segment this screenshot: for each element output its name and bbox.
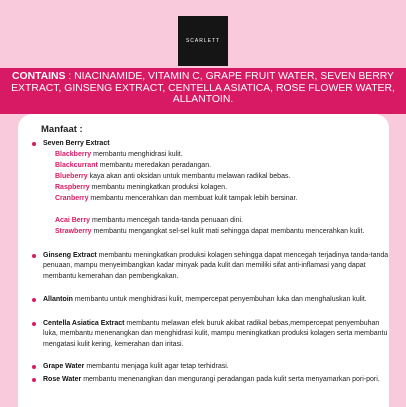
benefit-name: Ginseng Extract bbox=[43, 252, 97, 259]
berry-text: membantu mencerahkan dan membuat kulit tampak lebih bersinar. bbox=[88, 195, 298, 202]
berry-item bbox=[55, 194, 390, 204]
berry-text: kaya akan anti oksidan untuk membantu melawan radikal bebas. bbox=[87, 173, 291, 180]
benefit-text: membantu menjaga kulit agar tetap terhidrasi. bbox=[84, 363, 229, 370]
benefit-name: Rose Water bbox=[43, 376, 82, 383]
benefits-title: Manfaat : bbox=[41, 124, 83, 135]
berry-name: Raspberry bbox=[55, 184, 90, 191]
bullet-dot-icon bbox=[32, 254, 36, 258]
benefit-item-ginseng bbox=[43, 251, 393, 282]
benefit-name: Allantoin bbox=[43, 296, 73, 303]
brand-logo-text: SCARLETT bbox=[185, 38, 221, 44]
contains-text: : NIACINAMIDE, VITAMIN C, GRAPE FRUIT WATER, SEVEN BERRY EXTRACT, GINSENG EXTRACT, CENTELLA ASIATICA, ROSE FLOWER WATER, ALLANTOIN. bbox=[11, 71, 395, 106]
benefit-item-grape-water bbox=[43, 362, 393, 372]
benefit-item-centella bbox=[43, 319, 393, 350]
berry-text: membantu mengangkat sel-sel kulit mati sehingga dapat membantu mencerahkan kulit. bbox=[91, 228, 365, 235]
benefit-name: Seven Berry Extract bbox=[43, 140, 110, 147]
brand-logo bbox=[178, 16, 228, 66]
bullet-dot-icon bbox=[32, 322, 36, 326]
bullet-dot-icon bbox=[32, 378, 36, 382]
benefit-text: membantu melawan efek buruk akibat radikal bebas,mempercepat penyembuhan luka, membantu menenangkan dan menghidrasi kulit, mampu meningkatkan produksi kolagen serta membantu mengatasi kulit kering, kemerahan dan iritasi. bbox=[43, 320, 388, 348]
benefit-name: Grape Water bbox=[43, 363, 85, 370]
berry-text: membantu menghidrasi kulit. bbox=[91, 151, 183, 158]
berry-text: membantu meredakan peradangan. bbox=[97, 162, 212, 169]
contains-banner bbox=[0, 68, 406, 114]
bullet-dot-icon bbox=[32, 365, 36, 369]
berry-item bbox=[55, 161, 390, 171]
berry-text: membantu mencegah tanda-tanda penuaan dini. bbox=[90, 217, 243, 224]
benefit-text: membantu meningkatkan produksi kolagen sehingga dapat mencegah terjadinya tanda-tanda penuaan, mampu menyeimbangkan kadar minyak pada kulit dan memiliki sifat anti-inflamasi yang dapat membantu kemerahan dan pembengkakan. bbox=[43, 252, 389, 280]
benefit-item-allantoin bbox=[43, 295, 393, 305]
berry-item bbox=[55, 216, 390, 226]
berry-name: Strawberry bbox=[55, 228, 92, 235]
berry-item bbox=[55, 183, 390, 193]
benefit-text: membantu menenangkan dan mengurangi peradangan pada kulit serta menyamarkan pori-pori. bbox=[81, 376, 380, 383]
berry-name: Cranberry bbox=[55, 195, 89, 202]
berry-name: Blackcurrant bbox=[55, 162, 98, 169]
contains-label: CONTAINS bbox=[11, 71, 66, 82]
berry-text: membantu meningkatkan produksi kolagen. bbox=[89, 184, 227, 191]
berry-name: Acai Berry bbox=[55, 217, 91, 224]
benefit-name: Centella Asiatica Extract bbox=[43, 320, 125, 327]
benefit-item-rose-water bbox=[43, 375, 393, 385]
bullet-dot-icon bbox=[32, 298, 36, 302]
berry-name: Blueberry bbox=[55, 173, 88, 180]
berry-item bbox=[55, 150, 390, 160]
bullet-dot-icon bbox=[32, 142, 36, 146]
benefit-text: membantu untuk menghidrasi kulit, mempercepat penyembuhan luka dan menghaluskan kulit. bbox=[72, 296, 367, 303]
berry-item bbox=[55, 172, 390, 182]
berry-item bbox=[55, 227, 390, 237]
benefit-item-seven-berry bbox=[43, 139, 393, 149]
berry-name: Blackberry bbox=[55, 151, 92, 158]
